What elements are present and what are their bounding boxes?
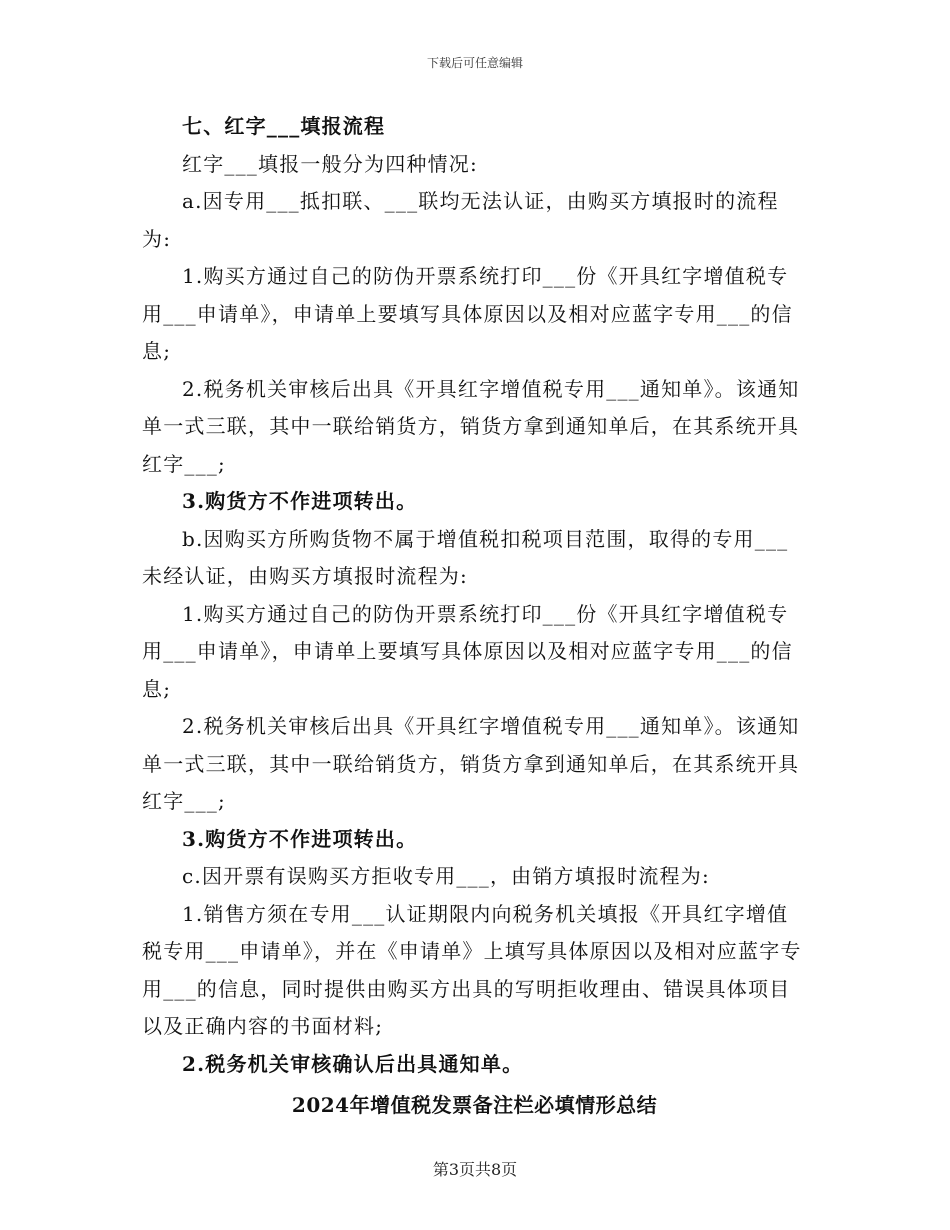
case-b-title: b.因购买方所购货物不属于增值税扣税项目范围，取得的专用___未经认证，由购买方填报时流程为: xyxy=(142,526,789,588)
case-a-step-3: 3.购货方不作进项转出。 xyxy=(182,489,418,513)
case-a-step-1: 1.购买方通过自己的防伪开票系统打印___份《开具红字增值税专用___申请单》，申请单上要填写具体原因以及相对应蓝字专用___的信息; xyxy=(142,264,793,363)
page-header-note: 下载后可任意编辑 xyxy=(426,56,523,70)
case-b-step-2: 2.税务机关审核后出具《开具红字增值税专用___通知单》。该通知单一式三联，其中一联给销货方，销货方拿到通知单后，在其系统开具红字___; xyxy=(142,714,800,813)
document-body xyxy=(142,108,807,1125)
case-c-title: c.因开票有误购买方拒收专用___，由销方填报时流程为: xyxy=(182,864,710,888)
case-c-step-1: 1.销售方须在专用___认证期限内向税务机关填报《开具红字增值税专用___申请单》，并在《申请单》上填写具体原因以及相对应蓝字专用___的信息，同时提供由购买方出具的写明拒收理由、错误具体项目以及正确内容的书面材料; xyxy=(142,901,802,1038)
case-a-step-2: 2.税务机关审核后出具《开具红字增值税专用___通知单》。该通知单一式三联，其中一联给销货方，销货方拿到通知单后，在其系统开具红字___; xyxy=(142,376,800,476)
page-number-footer: 第3页共8页 xyxy=(432,1160,518,1179)
case-c-step-2: 2.税务机关审核确认后出具通知单。 xyxy=(182,1051,524,1076)
case-b-step-3: 3.购货方不作进项转出。 xyxy=(182,826,418,851)
case-b-step-1: 1.购买方通过自己的防伪开票系统打印___份《开具红字增值税专用___申请单》，申请单上要填写具体原因以及相对应蓝字专用___的信息; xyxy=(142,601,793,701)
intro-paragraph: 红字___填报一般分为四种情况: xyxy=(182,151,478,176)
case-a-title: a.因专用___抵扣联、___联均无法认证，由购买方填报时的流程为: xyxy=(142,189,779,251)
next-section-title: 2024年增值税发票备注栏必填情形总结 xyxy=(291,1093,658,1117)
section-title: 七、红字___填报流程 xyxy=(182,114,386,138)
